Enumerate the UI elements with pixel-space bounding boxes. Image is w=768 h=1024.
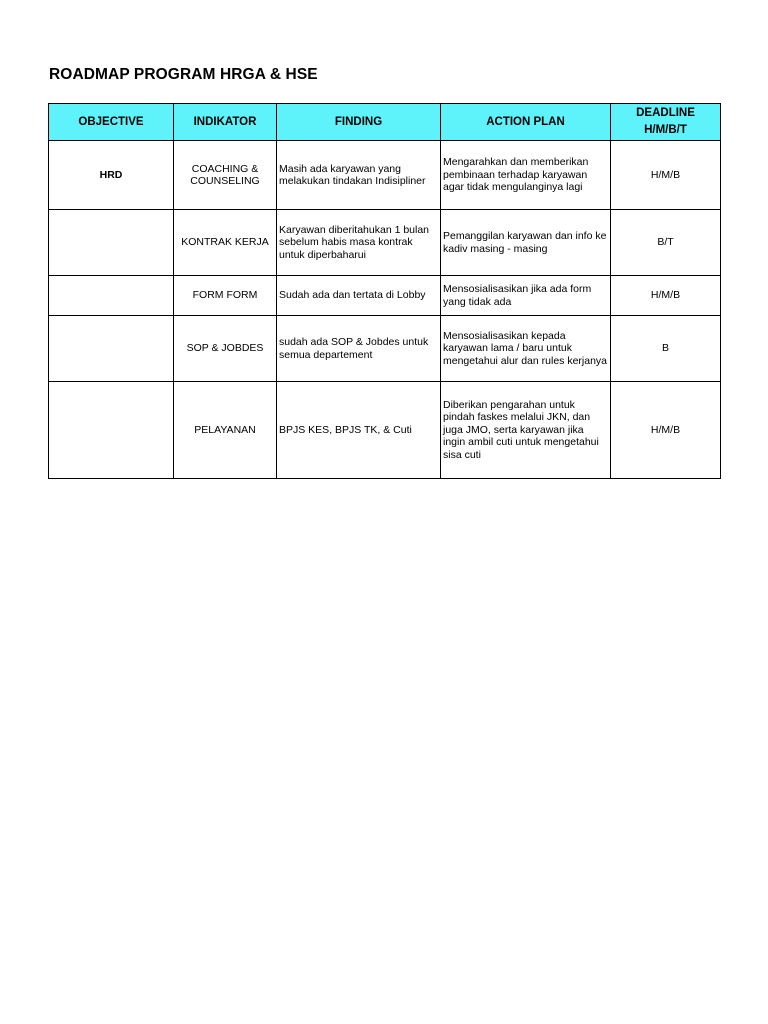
indikator-line1: SOP & JOBDES: [186, 342, 264, 355]
cell-objective: [49, 316, 174, 382]
cell-indikator: [174, 316, 277, 382]
header-indikator: INDIKATOR: [174, 104, 277, 141]
cell-objective: [49, 276, 174, 316]
header-objective: OBJECTIVE: [49, 104, 174, 141]
cell-indikator: [174, 210, 277, 276]
header-action-plan: ACTION PLAN: [441, 104, 611, 141]
cell-deadline: H/M/B: [611, 141, 721, 210]
cell-objective: HRD: [49, 141, 174, 210]
cell-finding: Masih ada karyawan yang melakukan tindakan Indisipliner: [277, 141, 441, 210]
cell-objective: [49, 210, 174, 276]
cell-finding: Karyawan diberitahukan 1 bulan sebelum habis masa kontrak untuk diperbaharui: [277, 210, 441, 276]
header-finding: FINDING: [277, 104, 441, 141]
cell-action-plan: Mensosialisasikan jika ada form yang tidak ada: [441, 276, 611, 316]
cell-objective: [49, 382, 174, 479]
table-row: [49, 276, 721, 316]
indikator-line2: COUNSELING: [190, 175, 260, 187]
cell-deadline: B/T: [611, 210, 721, 276]
cell-deadline: B: [611, 316, 721, 382]
roadmap-table: [48, 103, 721, 479]
cell-indikator: [174, 141, 277, 210]
cell-finding: sudah ada SOP & Jobdes untuk semua departement: [277, 316, 441, 382]
header-deadline-line2: H/M/B/T: [644, 124, 687, 136]
header-deadline-line1: DEADLINE: [636, 107, 695, 119]
cell-action-plan: Mengarahkan dan memberikan pembinaan terhadap karyawan agar tidak mengulanginya lagi: [441, 141, 611, 210]
cell-finding: Sudah ada dan tertata di Lobby: [277, 276, 441, 316]
table-row: [49, 382, 721, 479]
cell-indikator: [174, 382, 277, 479]
table-row: [49, 141, 721, 210]
cell-action-plan: Mensosialisasikan kepada karyawan lama / baru untuk mengetahui alur dan rules kerjanya: [441, 316, 611, 382]
cell-finding: BPJS KES, BPJS TK, & Cuti: [277, 382, 441, 479]
cell-action-plan: Pemanggilan karyawan dan info ke kadiv masing - masing: [441, 210, 611, 276]
indikator-line1: PELAYANAN: [194, 423, 256, 436]
indikator-line1: COACHING &: [191, 162, 259, 175]
page-title: ROADMAP PROGRAM HRGA & HSE: [49, 66, 318, 83]
table-row: [49, 210, 721, 276]
table-header-row: [49, 104, 721, 141]
cell-action-plan: Diberikan pengarahan untuk pindah faskes melalui JKN, dan juga JMO, serta karyawan jika ingin ambil cuti untuk mengetahui sisa cuti: [441, 382, 611, 479]
indikator-line1: KONTRAK KERJA: [181, 236, 269, 249]
cell-deadline: H/M/B: [611, 382, 721, 479]
indikator-line1: FORM FORM: [192, 289, 258, 302]
header-deadline: [611, 104, 721, 141]
cell-indikator: [174, 276, 277, 316]
table-row: [49, 316, 721, 382]
cell-deadline: H/M/B: [611, 276, 721, 316]
